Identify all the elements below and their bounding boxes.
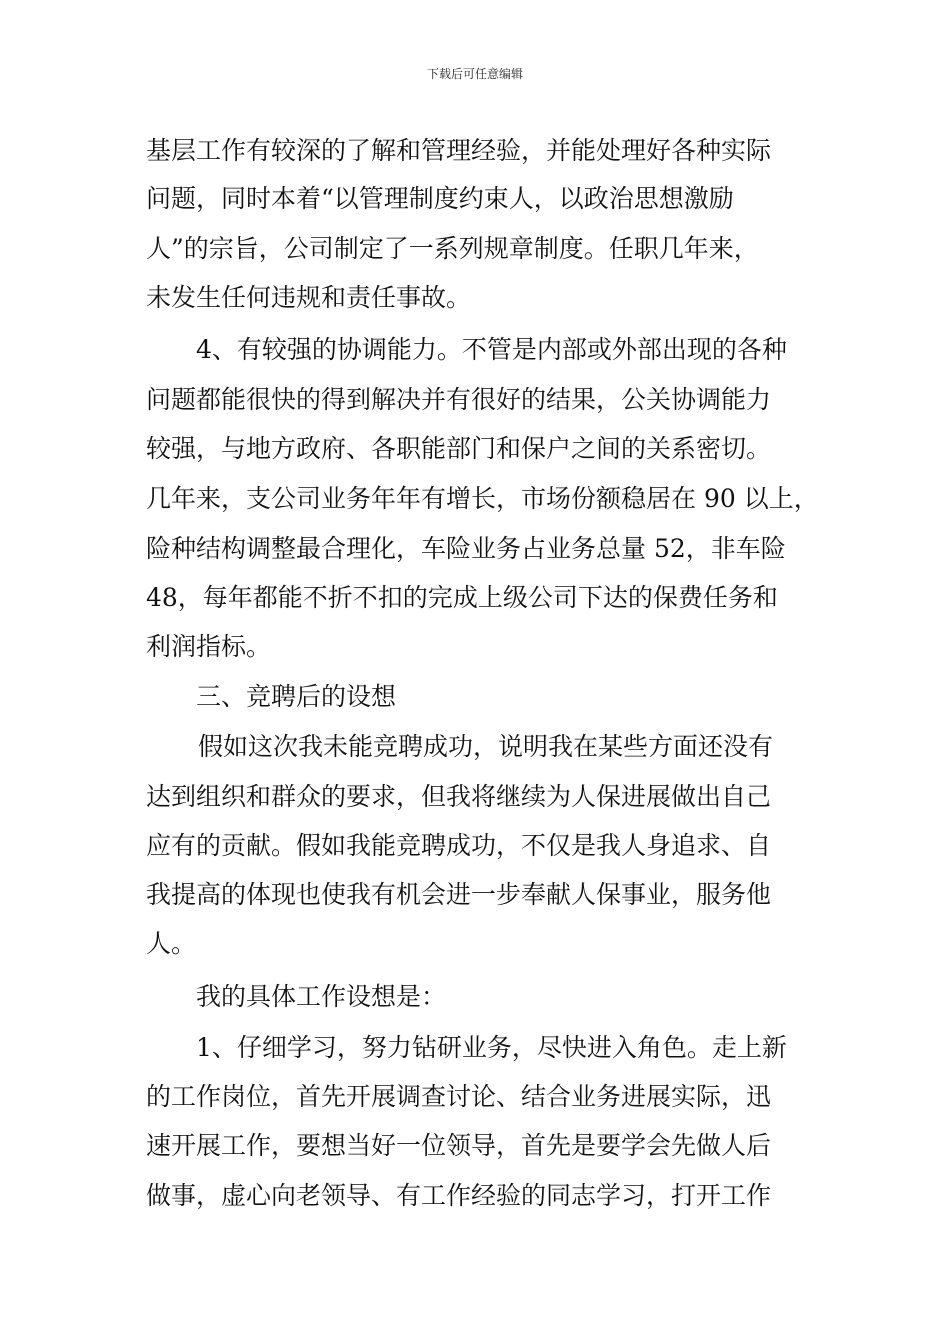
text-line: 几年来，支公司业务年年有增长，市场份额稳居在 90 以上，	[146, 484, 819, 513]
page-header: 下载后可任意编辑	[426, 67, 523, 81]
text-line: 的工作岗位，首先开展调查讨论、结合业务进展实际，迅	[146, 1082, 772, 1111]
text-line: 做事，虚心向老领导、有工作经验的同志学习，打开工作	[146, 1181, 772, 1210]
text-line: 较强，与地方政府、各职能部门和保户之间的关系密切。	[146, 434, 772, 463]
text-line: 我的具体工作设想是：	[196, 982, 447, 1011]
text-line: 速开展工作，要想当好一位领导，首先是要学会先做人后	[146, 1131, 772, 1160]
text-line: 问题都能很快的得到解决并有很好的结果，公关协调能力	[146, 385, 772, 414]
text-line: 1、仔细学习，努力钻研业务，尽快进入角色。走上新	[196, 1033, 787, 1062]
text-line: 未发生任何违规和责任事故。	[146, 283, 472, 312]
text-line: 应有的贡献。假如我能竞聘成功，不仅是我人身追求、自	[146, 831, 772, 860]
text-line: 4、有较强的协调能力。不管是内部或外部出现的各种	[196, 335, 787, 364]
text-line: 达到组织和群众的要求，但我将继续为人保进展做出自己	[146, 782, 772, 811]
text-line: 人。	[146, 929, 197, 958]
text-line: 我提高的体现也使我有机会进一步奉献人保事业，服务他	[146, 880, 772, 909]
text-line: 基层工作有较深的了解和管理经验，并能处理好各种实际	[146, 136, 772, 165]
text-line: 利润指标。	[146, 632, 272, 661]
text-line: 问题，同时本着“以管理制度约束人，以政治思想激励	[146, 184, 734, 213]
text-line: 48，每年都能不折不扣的完成上级公司下达的保费任务和	[146, 583, 778, 612]
text-line: 假如这次我未能竞聘成功，说明我在某些方面还没有	[198, 732, 774, 761]
text-line: 人”的宗旨，公司制定了一系列规章制度。任职几年来，	[146, 234, 759, 263]
section-heading: 三、竞聘后的设想	[196, 682, 397, 711]
text-line: 险种结构调整最合理化，车险业务占业务总量 52，非车险	[146, 534, 786, 563]
